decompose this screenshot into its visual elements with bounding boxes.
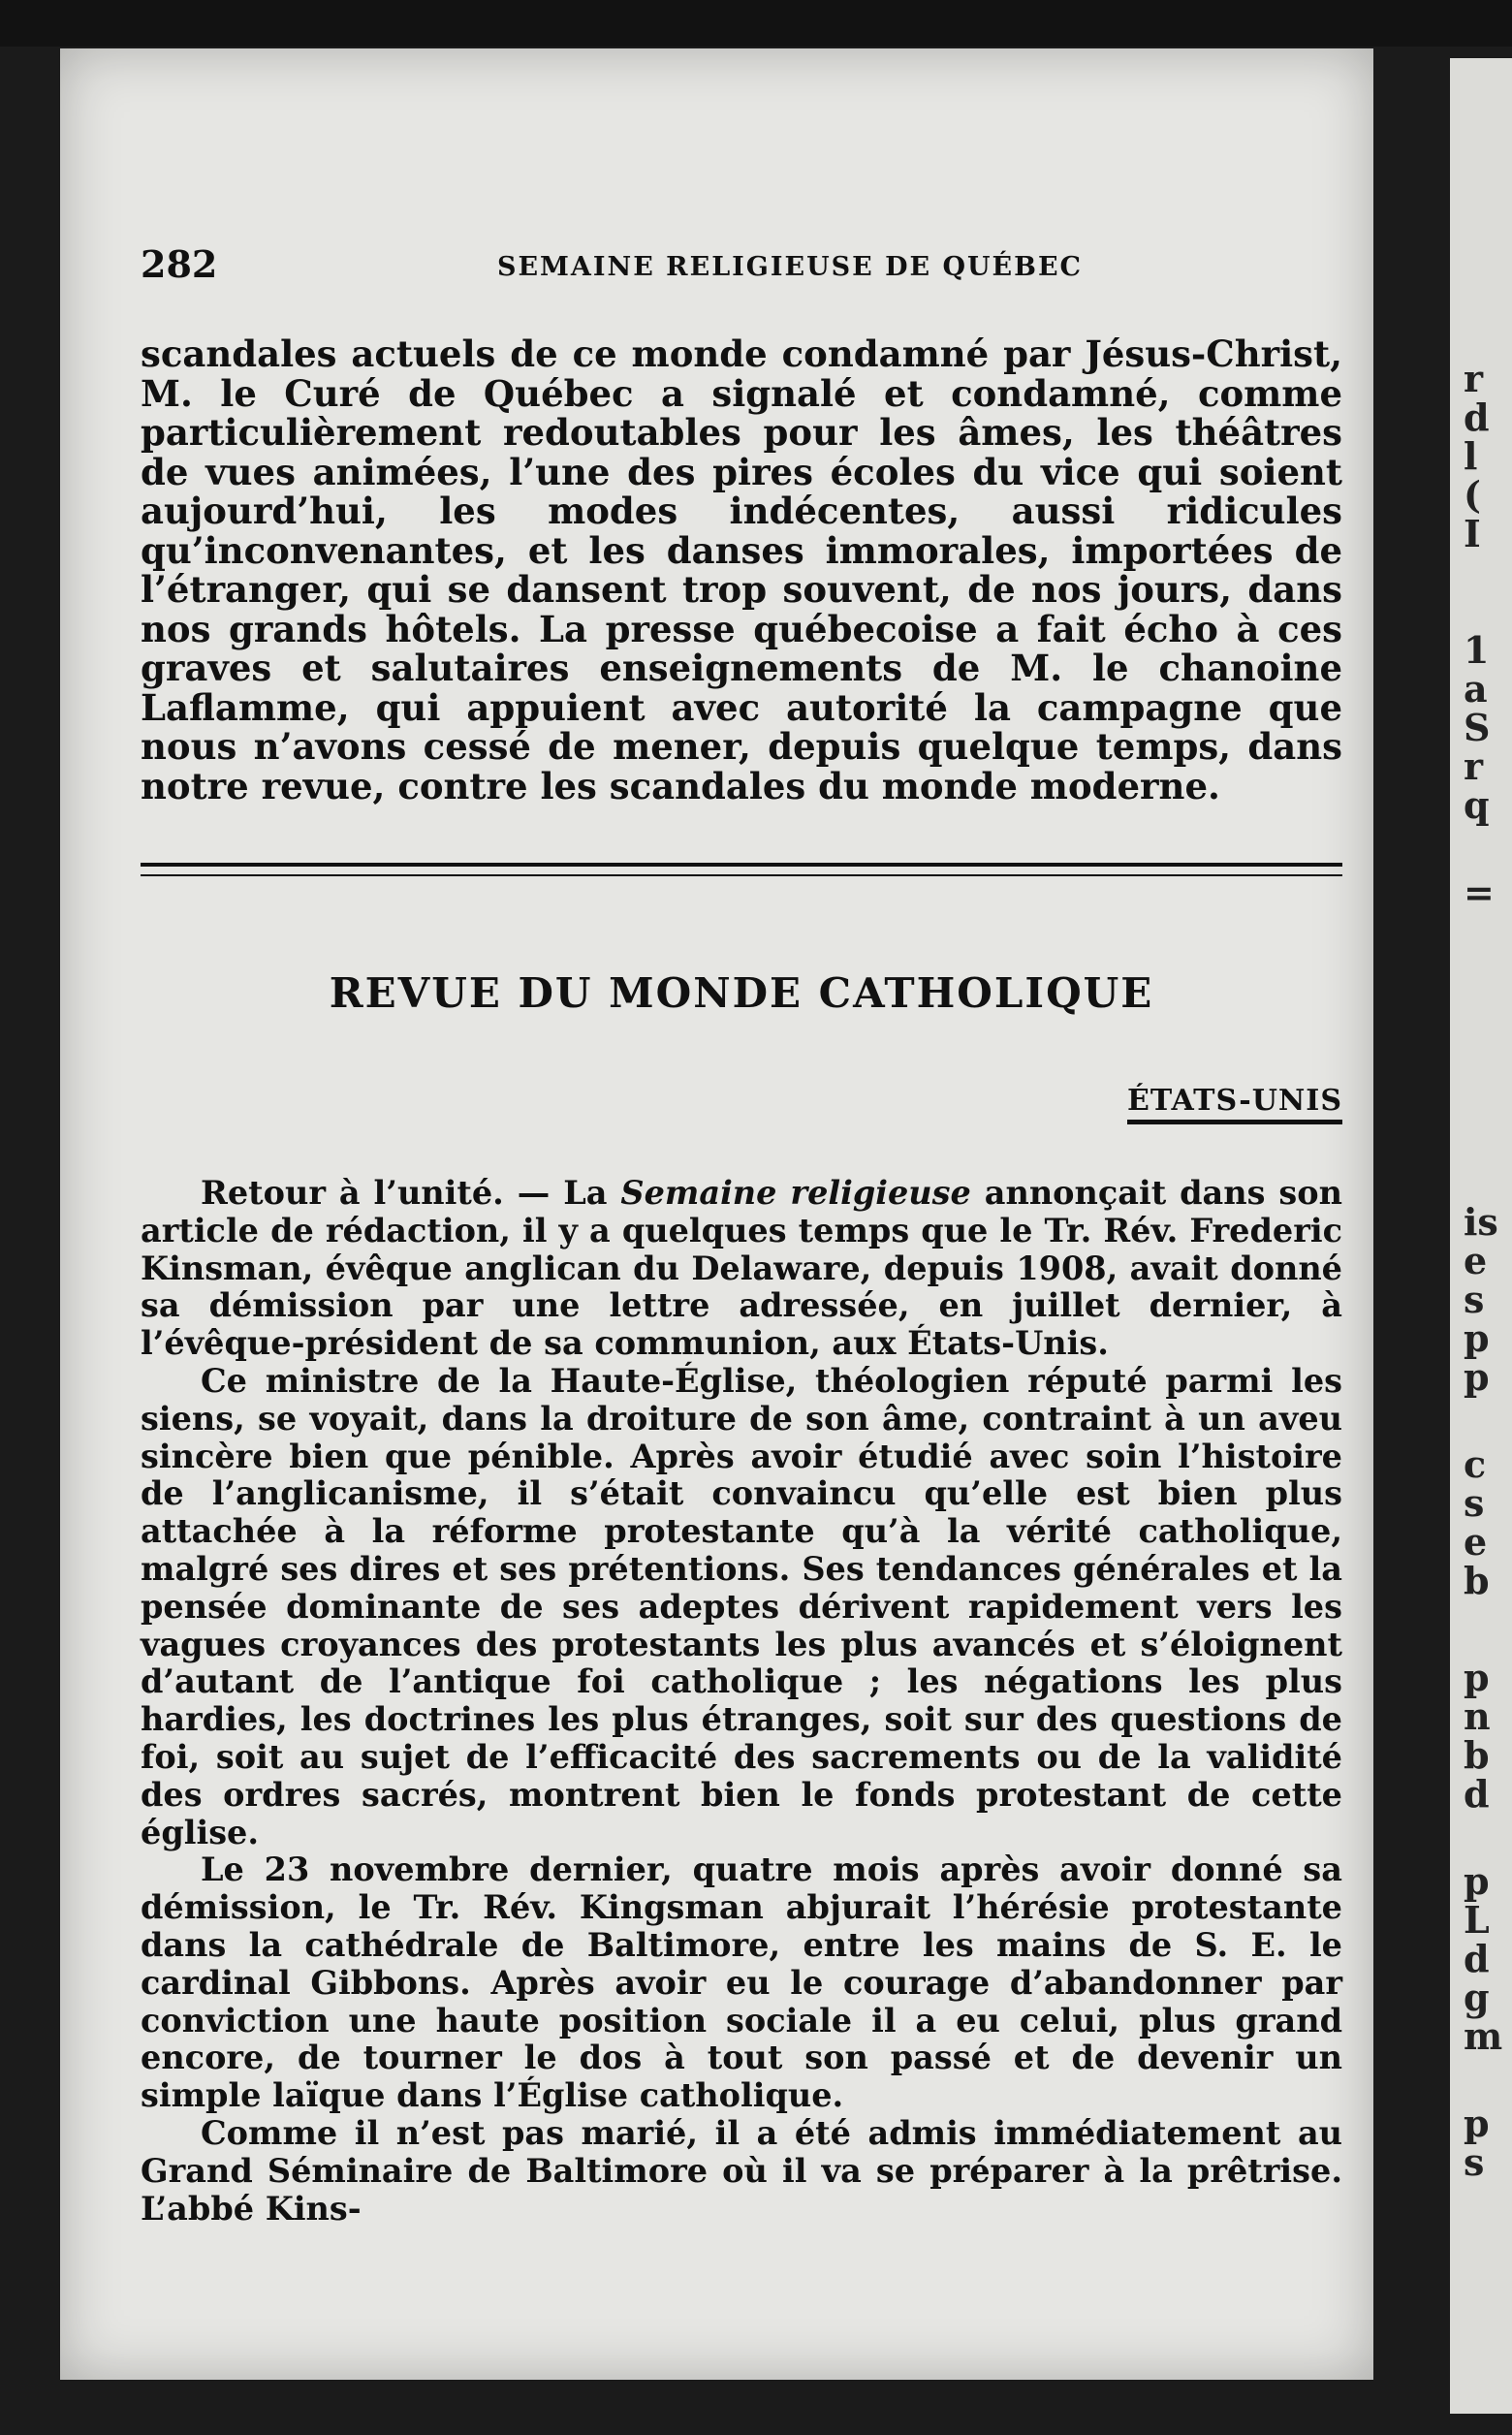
article-italic-title: Semaine religieuse xyxy=(620,1174,971,1212)
section-divider xyxy=(141,863,1342,876)
adjacent-page-edge: r d l ( I 1 a S r q = is e s p p c s e b p n b d p L d g m p s xyxy=(1450,58,1512,2414)
article-paragraph-1 xyxy=(141,1175,1342,1363)
article-paragraph-3: Le 23 novembre dernier, quatre mois après avoir donné sa démission, le Tr. Rév. Kingsman abjurait l’hérésie protestante dans la cathédrale de Baltimore, entre les mains de S. E. le cardinal Gibbons. Après avoir eu le courage d’abandonner par conviction une haute position sociale il a eu celui, plus grand encore, de tourner le dos à tout son passé et de devenir un simple laïque dans l’Église catholique. xyxy=(141,1850,1342,2115)
intro-paragraph: scandales actuels de ce monde condamné par Jésus-Christ, M. le Curé de Québec a signalé et condamné, comme particulièrement redoutables pour les âmes, les théâtres de vues animées, l’une des pires écoles du vice qui soient aujourd’hui, les modes indécentes, aussi ridicules qu’inconvenantes, et les danses immorales, importées de l’étranger, qui se dansent trop souvent, de nos jours, dans nos grands hôtels. La presse québecoise a fait écho à ces graves et salutaires enseignements de M. le chanoine Laflamme, qui appuient avec autorité la campagne que nous n’avons cessé de mener, depuis quelque temps, dans notre revue, contre les scandales du monde moderne. xyxy=(141,332,1342,807)
article-paragraph-2: Ce ministre de la Haute-Église, théologien réputé parmi les siens, se voyait, dans la droiture de son âme, contraint à un aveu sincère bien que pénible. Après avoir étudié avec soin l’histoire de l’anglicanisme, il s’était convaincu qu’elle est bien plus attachée à la réforme protestante qu’à la vérité catholique, malgré ses dires et ses prétentions. Ses tendances générales et la pensée dominante de ses adeptes dérivent rapidement vers les vagues croyances des protestants les plus avancés et s’éloignent d’autant de l’antique foi catholique ; les négations les plus hardies, les doctrines les plus étranges, soit sur des questions de foi, soit au sujet de l’efficacité des sacrements ou de la validité des ordres sacrés, montrent bien le fonds protestant de cette église. xyxy=(141,1361,1342,1851)
region-heading: ÉTATS-UNIS xyxy=(1127,1084,1342,1124)
article-body xyxy=(141,1175,1342,2228)
section-title: REVUE DU MONDE CATHOLIQUE xyxy=(329,969,1154,1017)
article-lead-title: Retour à l’unité. xyxy=(201,1174,504,1212)
page-number: 282 xyxy=(141,242,218,286)
page-header xyxy=(141,242,1342,300)
scan-border-top xyxy=(0,0,1512,47)
article-paragraph-4: Comme il n’est pas marié, il a été admis immédiatement au Grand Séminaire de Baltimore où il va se préparer à la prêtrise. L’abbé Kins- xyxy=(141,2113,1342,2228)
article-paragraph-1-text: annonçait dans son article de rédaction, il y a quelques temps que le Tr. Rév. Frederic Kinsman, évêque anglican du Delaware, depuis 1908, avait donné sa démission par une lettre adressée, en juillet dernier, à l’évêque-président de sa communion, aux États-Unis. xyxy=(141,1174,1342,1363)
running-title: SEMAINE RELIGIEUSE DE QUÉBEC xyxy=(496,252,1084,282)
article-lead-dash: — La xyxy=(503,1174,621,1212)
